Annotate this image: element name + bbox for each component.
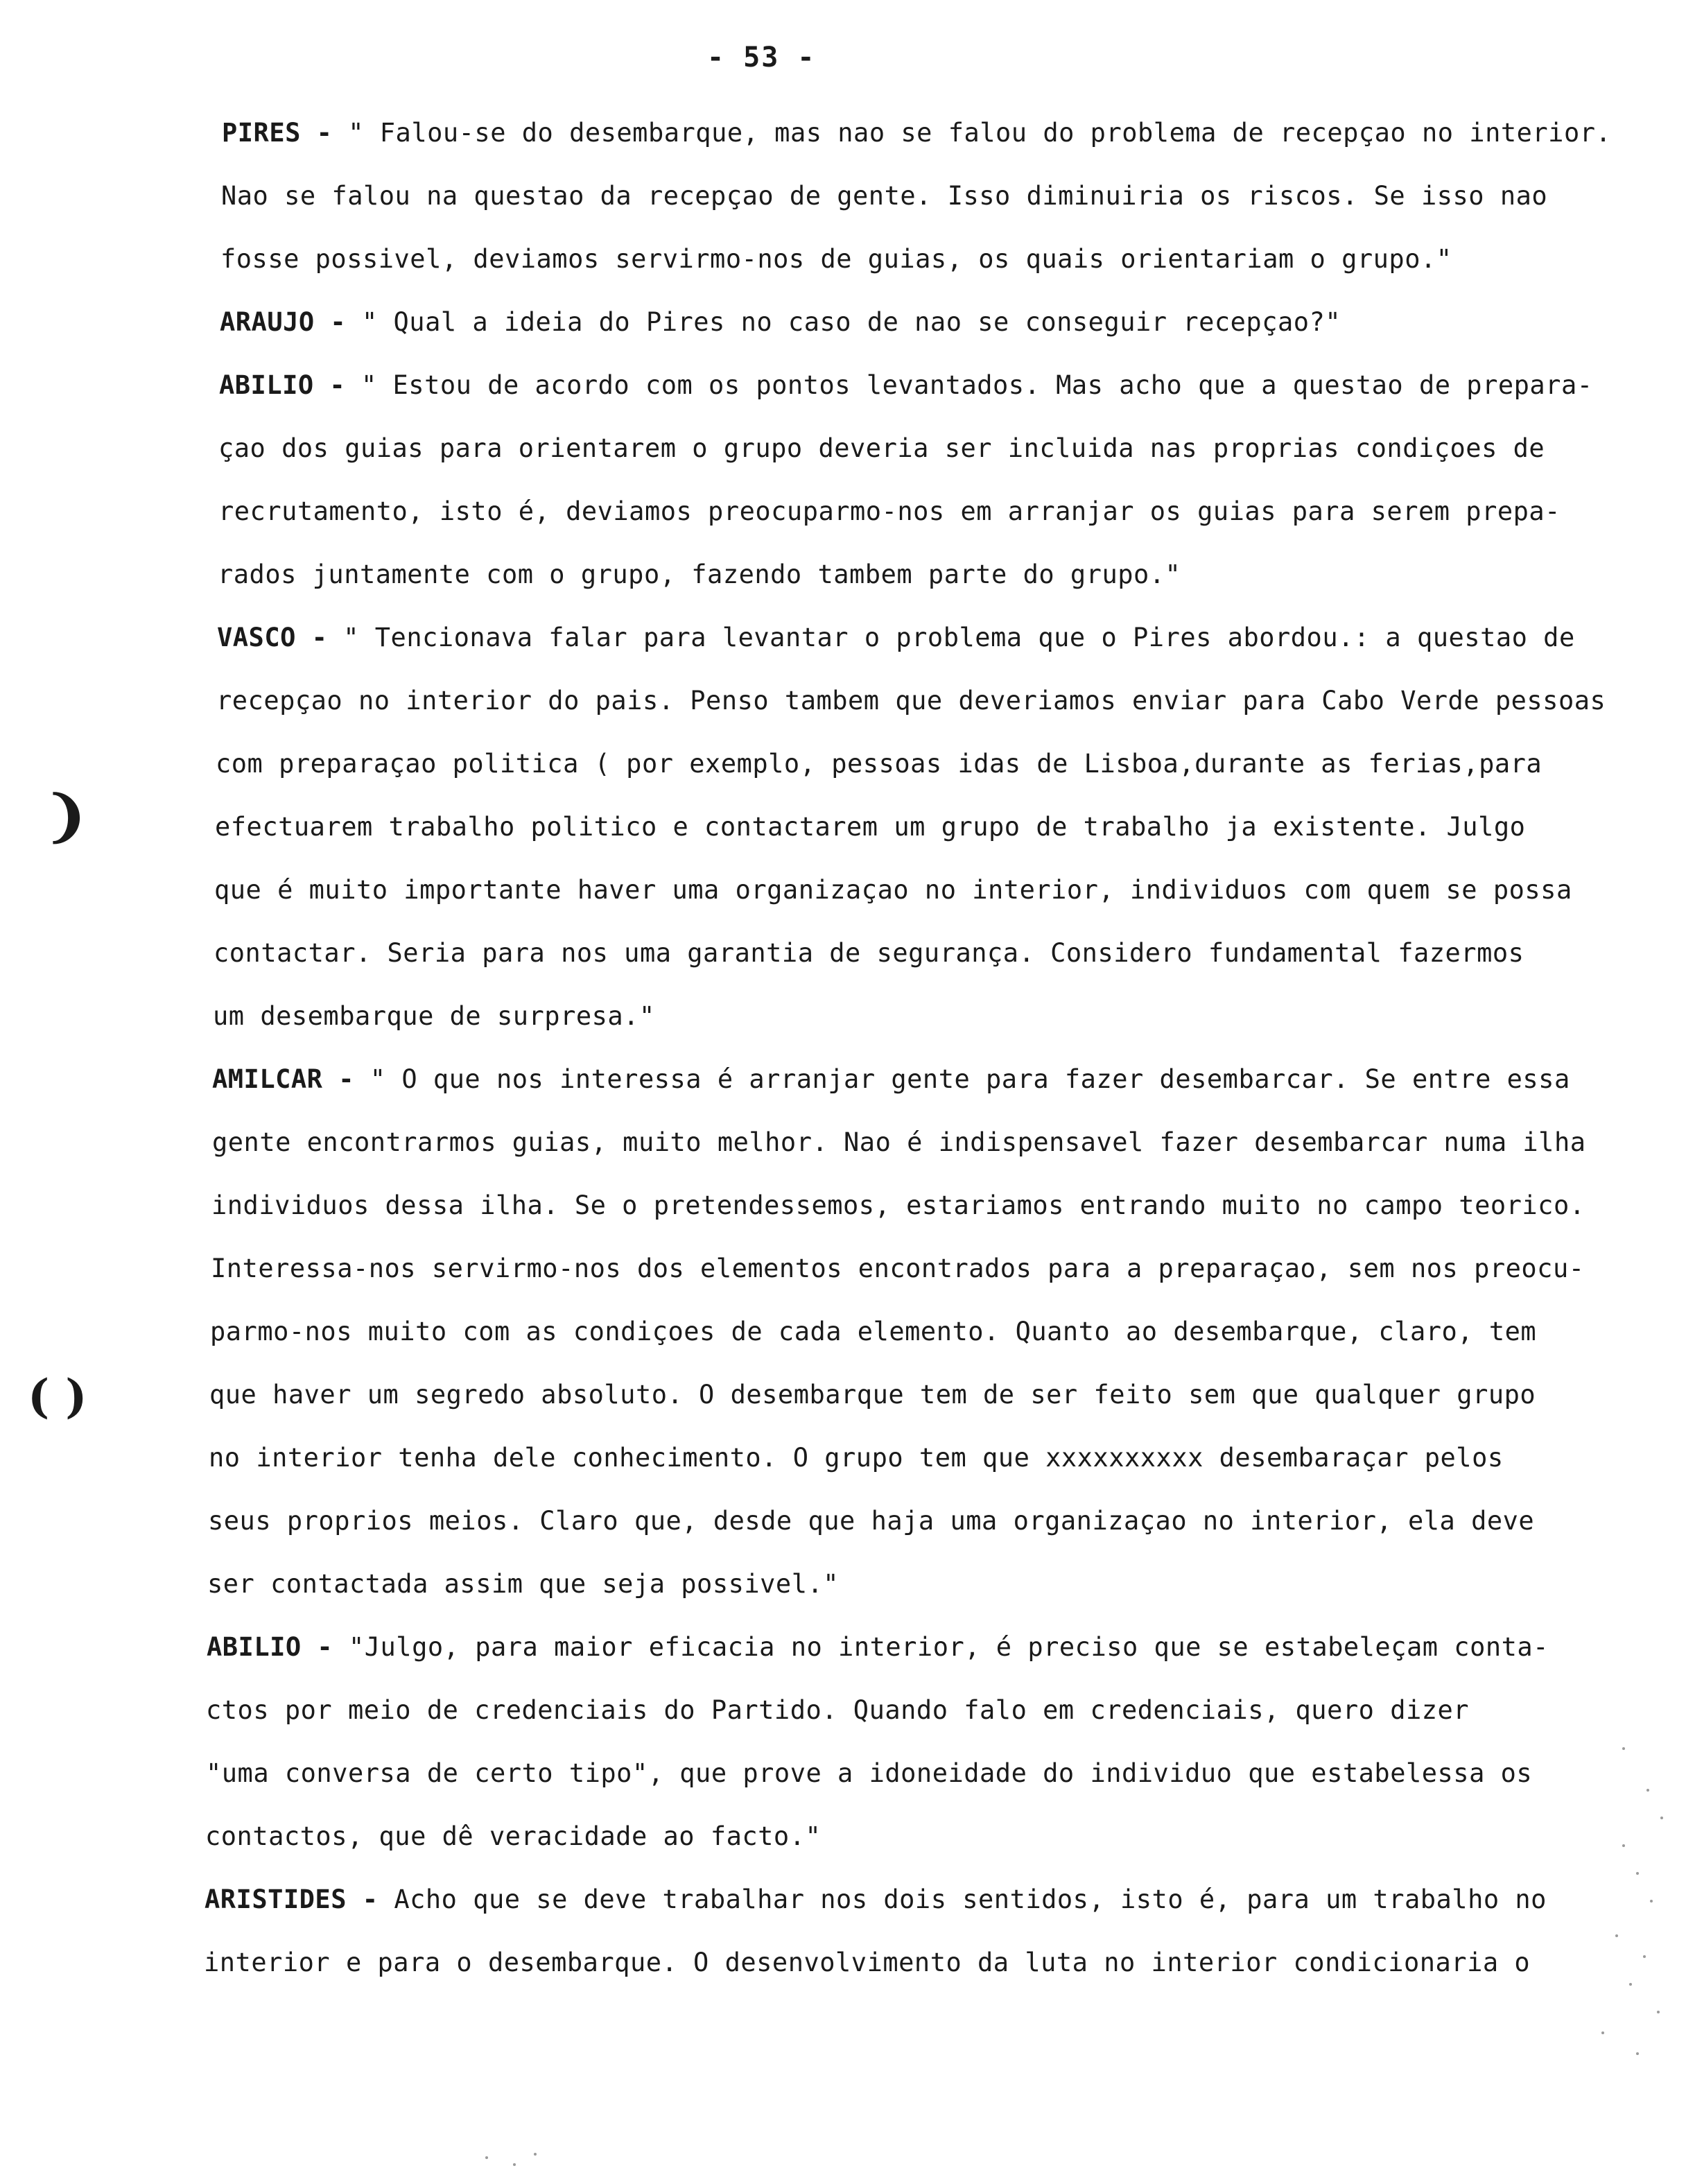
line-text: ser contactada assim que seja possivel." <box>207 1569 840 1599</box>
text-line <box>206 1679 1643 1742</box>
text-line <box>213 985 1643 1048</box>
speaker-name: AMILCAR - <box>212 1064 370 1094</box>
line-text: que é muito importante haver uma organizaçao no interior, individuos com quem se possa <box>214 875 1572 905</box>
line-text: no interior tenha dele conhecimento. O grupo tem que xxxxxxxxxx desembaraçar pelos <box>209 1443 1504 1473</box>
speaker-name: ARISTIDES - <box>205 1884 394 1914</box>
text-line <box>220 227 1643 291</box>
text-line <box>219 354 1643 417</box>
line-text: çao dos guias para orientarem o grupo deveria ser incluida nas proprias condiçoes de <box>218 433 1545 463</box>
text-line <box>217 606 1643 669</box>
speckle <box>534 2153 537 2156</box>
speckle <box>1660 1817 1663 1819</box>
speckle <box>1629 1983 1632 1986</box>
line-text: que haver um segredo absoluto. O desembarque tem de ser feito sem que qualquer grupo <box>209 1380 1536 1410</box>
speckle <box>1615 1934 1618 1937</box>
text-line <box>220 291 1643 354</box>
text-line <box>218 543 1643 606</box>
line-text: "Julgo, para maior eficacia no interior, é preciso que se estabeleçam conta- <box>348 1632 1549 1662</box>
line-text: fosse possivel, deviamos servirmo-nos de guias, os quais orientariam o grupo." <box>220 244 1452 274</box>
line-text: contactar. Seria para nos uma garantia de segurança. Considero fundamental fazermos <box>214 938 1524 968</box>
page-number: - 53 - <box>707 42 816 73</box>
text-line <box>218 417 1643 480</box>
punch-hole-mark: ( ) <box>28 1369 87 1423</box>
text-line <box>207 1552 1643 1615</box>
speckle <box>1636 2052 1639 2055</box>
line-text: Interessa-nos servirmo-nos dos elementos encontrados para a preparaçao, sem nos preocu- <box>211 1254 1585 1283</box>
text-line <box>214 858 1643 921</box>
text-line <box>214 921 1643 985</box>
speckle <box>1657 2011 1660 2013</box>
line-text: " Qual a ideia do Pires no caso de nao se conseguir recepçao?" <box>361 307 1341 337</box>
text-line <box>211 1174 1643 1237</box>
line-text: efectuarem trabalho politico e contactarem um grupo de trabalho ja existente. Julgo <box>215 812 1526 842</box>
text-line <box>215 795 1643 858</box>
text-line <box>208 1489 1643 1552</box>
text-line <box>212 1048 1643 1111</box>
speckle <box>1650 1900 1653 1903</box>
text-line <box>206 1742 1643 1805</box>
text-line <box>204 1931 1643 1994</box>
text-line <box>218 480 1643 543</box>
speckle <box>1622 1747 1625 1750</box>
text-line <box>212 1111 1643 1174</box>
speaker-name: ARAUJO - <box>220 307 362 337</box>
text-line <box>216 732 1643 795</box>
line-text: Nao se falou na questao da recepçao de gente. Isso diminuiria os riscos. Se isso nao <box>221 181 1548 211</box>
line-text: seus proprios meios. Claro que, desde que haja uma organizaçao no interior, ela deve <box>208 1506 1535 1536</box>
punch-hole-mark: ❩ <box>43 783 90 849</box>
text-line <box>209 1426 1643 1489</box>
speckle <box>1636 1872 1639 1875</box>
line-text: recepçao no interior do pais. Penso tambem que deveriamos enviar para Cabo Verde pessoas <box>216 686 1606 716</box>
speaker-name: PIRES - <box>222 118 349 148</box>
speaker-name: ABILIO - <box>219 370 361 400</box>
text-line <box>222 101 1643 164</box>
line-text: " Tencionava falar para levantar o problema que o Pires abordou.: a questao de <box>343 623 1575 652</box>
line-text: ctos por meio de credenciais do Partido. Quando falo em credenciais, quero dizer <box>206 1695 1470 1725</box>
text-line <box>205 1868 1643 1931</box>
line-text: " O que nos interessa é arranjar gente para fazer desembarcar. Se entre essa <box>370 1064 1570 1094</box>
text-line <box>209 1363 1643 1426</box>
line-text: rados juntamente com o grupo, fazendo tambem parte do grupo." <box>218 560 1181 589</box>
text-line <box>221 164 1643 227</box>
line-text: parmo-nos muito com as condiçoes de cada elemento. Quanto ao desembarque, claro, tem <box>210 1317 1537 1346</box>
speckle <box>1646 1789 1649 1792</box>
text-line <box>210 1300 1643 1363</box>
line-text: contactos, que dê veracidade ao facto." <box>205 1821 822 1851</box>
speckle <box>1622 1844 1625 1847</box>
speaker-name: ABILIO - <box>207 1632 349 1662</box>
line-text: gente encontrarmos guias, muito melhor. Nao é indispensavel fazer desembarcar numa ilha <box>212 1127 1586 1157</box>
speaker-name: VASCO - <box>217 623 344 652</box>
text-line <box>216 669 1643 732</box>
text-line <box>205 1805 1643 1868</box>
line-text: Acho que se deve trabalhar nos dois sentidos, isto é, para um trabalho no <box>394 1884 1547 1914</box>
speckle <box>1643 1955 1646 1958</box>
speckle <box>513 2163 516 2166</box>
document-body <box>201 101 1643 1994</box>
line-text: "uma conversa de certo tipo", que prove a idoneidade do individuo que estabelessa os <box>206 1758 1533 1788</box>
line-text: interior e para o desembarque. O desenvolvimento da luta no interior condicionaria o <box>204 1948 1531 1977</box>
speckle <box>1601 2031 1604 2034</box>
text-line <box>211 1237 1643 1300</box>
line-text: individuos dessa ilha. Se o pretendessemos, estariamos entrando muito no campo teorico. <box>211 1190 1585 1220</box>
line-text: " Falou-se do desembarque, mas nao se falou do problema de recepçao no interior. <box>348 118 1612 148</box>
line-text: um desembarque de surpresa." <box>213 1001 655 1031</box>
line-text: com preparaçao politica ( por exemplo, pessoas idas de Lisboa,durante as ferias,para <box>216 749 1542 779</box>
text-line <box>207 1615 1643 1679</box>
line-text: " Estou de acordo com os pontos levantados. Mas acho que a questao de prepara- <box>360 370 1593 400</box>
speckle <box>485 2156 488 2159</box>
line-text: recrutamento, isto é, deviamos preocuparmo-nos em arranjar os guias para serem prepa- <box>218 496 1561 526</box>
